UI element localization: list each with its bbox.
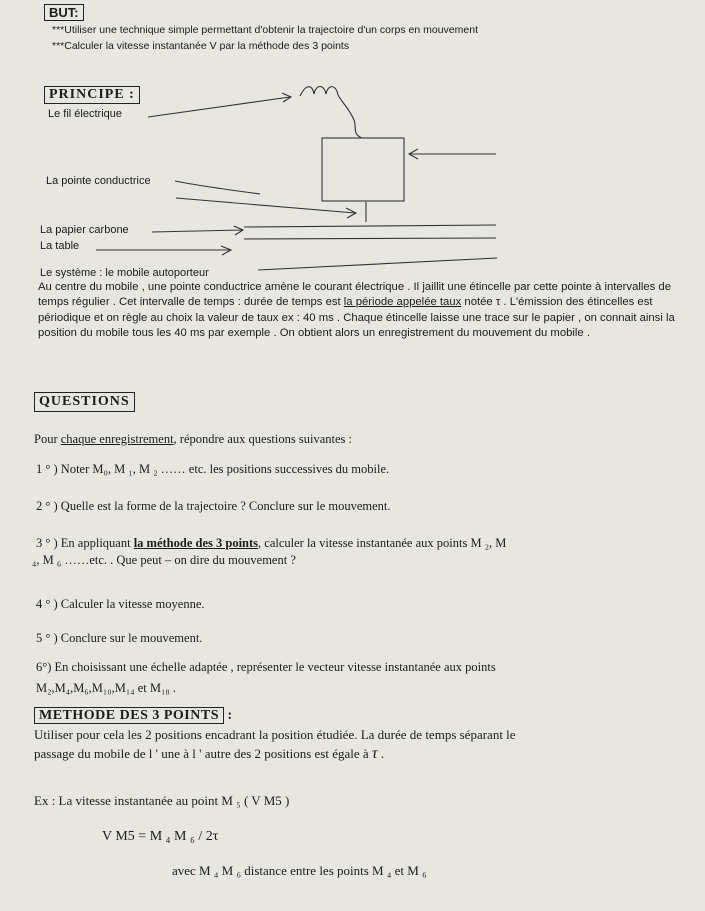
period-term: la période appelée taux	[343, 296, 462, 309]
method-heading	[34, 708, 232, 724]
q5-number: 5 ° )	[36, 631, 58, 645]
carbon-paper-line	[244, 225, 496, 227]
questions-title: QUESTIONS	[34, 392, 135, 412]
q6-text: En choisissant une échelle adaptée , représenter le vecteur vitesse instantanée aux points	[54, 660, 496, 674]
objective-2: ***Calculer la vitesse instantanée V par la méthode des 3 points	[52, 40, 350, 52]
questions-intro	[34, 432, 352, 447]
label-system: Le système : le mobile autoporteur	[40, 267, 209, 279]
table-line	[244, 238, 496, 239]
question-6-line-2: M₂,M₄,M₆,M₁₀,M₁₄ et M₁₈ .	[36, 681, 176, 695]
q2-number: 2 ° )	[36, 499, 58, 513]
electric-wire	[300, 87, 362, 139]
system-pointer-line	[258, 258, 497, 270]
paper-pointer-line	[152, 230, 242, 232]
q3-suffix: , calculer la vitesse instantanée aux points M ₂, M	[258, 536, 507, 550]
tip-to-paper-line	[176, 198, 355, 213]
intro-prefix: Pour	[34, 432, 58, 446]
principle-text-1: Au centre du mobile , une pointe conductrice amène le courant électrique . Il jaillit une étincelle par cette pointe à intervalles de temps régulier . Cet intervalle de temps : durée de temps est	[38, 281, 672, 309]
apparatus-diagram	[0, 0, 705, 300]
question-1	[36, 462, 389, 477]
goal-title: BUT:	[44, 4, 84, 21]
question-4	[36, 597, 205, 612]
label-wire: Le fil électrique	[48, 108, 122, 120]
question-3	[36, 536, 506, 551]
question-5	[36, 631, 202, 646]
question-3-line-2: ₄, M ₆ ……etc. . Que peut – on dire du mouvement ?	[32, 553, 296, 567]
method-title: METHODE DES 3 POINTS	[34, 707, 224, 724]
intro-underlined: chaque enregistrement	[60, 432, 174, 446]
q4-text: Calculer la vitesse moyenne.	[60, 597, 205, 611]
principle-paragraph	[38, 280, 698, 342]
question-2	[36, 499, 391, 514]
method-note: avec M ₄ M ₆ distance entre les points M ₄ et M ₆	[172, 863, 427, 878]
objective-1: ***Utiliser une technique simple permettant d'obtenir la trajectoire d'un corps en mouvement	[52, 24, 478, 36]
principle-title: PRINCIPE :	[44, 86, 140, 104]
method-line-2	[34, 745, 384, 763]
method-line-1: Utiliser pour cela les 2 positions encadrant la position étudiée. La durée de temps séparant le	[34, 727, 516, 742]
method-example: Ex : La vitesse instantanée au point M ₅ ( V M5 )	[34, 793, 290, 808]
label-table: La table	[40, 240, 80, 252]
label-paper: La papier carbone	[40, 224, 129, 236]
method-formula: V M5 = M ₄ M ₆ / 2τ	[102, 829, 219, 844]
method-colon: :	[227, 708, 233, 723]
tip-pointer-line	[175, 181, 260, 194]
q2-text: Quelle est la forme de la trajectoire ? Conclure sur le mouvement.	[60, 499, 391, 513]
q3-underlined: la méthode des 3 points	[133, 536, 259, 550]
q5-text: Conclure sur le mouvement.	[60, 631, 203, 645]
q1-number: 1 ° )	[36, 462, 58, 476]
q3-number: 3 ° )	[36, 536, 58, 550]
intro-suffix: , répondre aux questions suivantes :	[173, 432, 352, 446]
wire-pointer-line	[148, 97, 290, 117]
q3-prefix: En appliquant	[60, 536, 131, 550]
tau-symbol: τ	[371, 745, 378, 762]
principle-text-2: notée τ . L'émission des étincelles est périodique et on règle au choix la valeur de taux ex : 40 ms . Chaque étincelle laisse une trace sur le papier , on connait ainsi la position du mobile tous les 40 ms par exemple . On obtient alors un enregistrement du mouvement du mobile .	[38, 296, 675, 340]
method-line-2-text: passage du mobile de l ' une à l ' autre des 2 positions est égale à	[34, 746, 369, 761]
q6-number: 6°)	[36, 660, 52, 674]
q4-number: 4 ° )	[36, 597, 58, 611]
q1-text: Noter M₀, M ₁, M ₂ …… etc. les positions successives du mobile.	[60, 462, 390, 476]
method-line-2-end: .	[380, 746, 385, 761]
label-tip: La pointe conductrice	[46, 175, 151, 187]
mobile-block	[322, 138, 404, 201]
question-6	[36, 660, 496, 675]
